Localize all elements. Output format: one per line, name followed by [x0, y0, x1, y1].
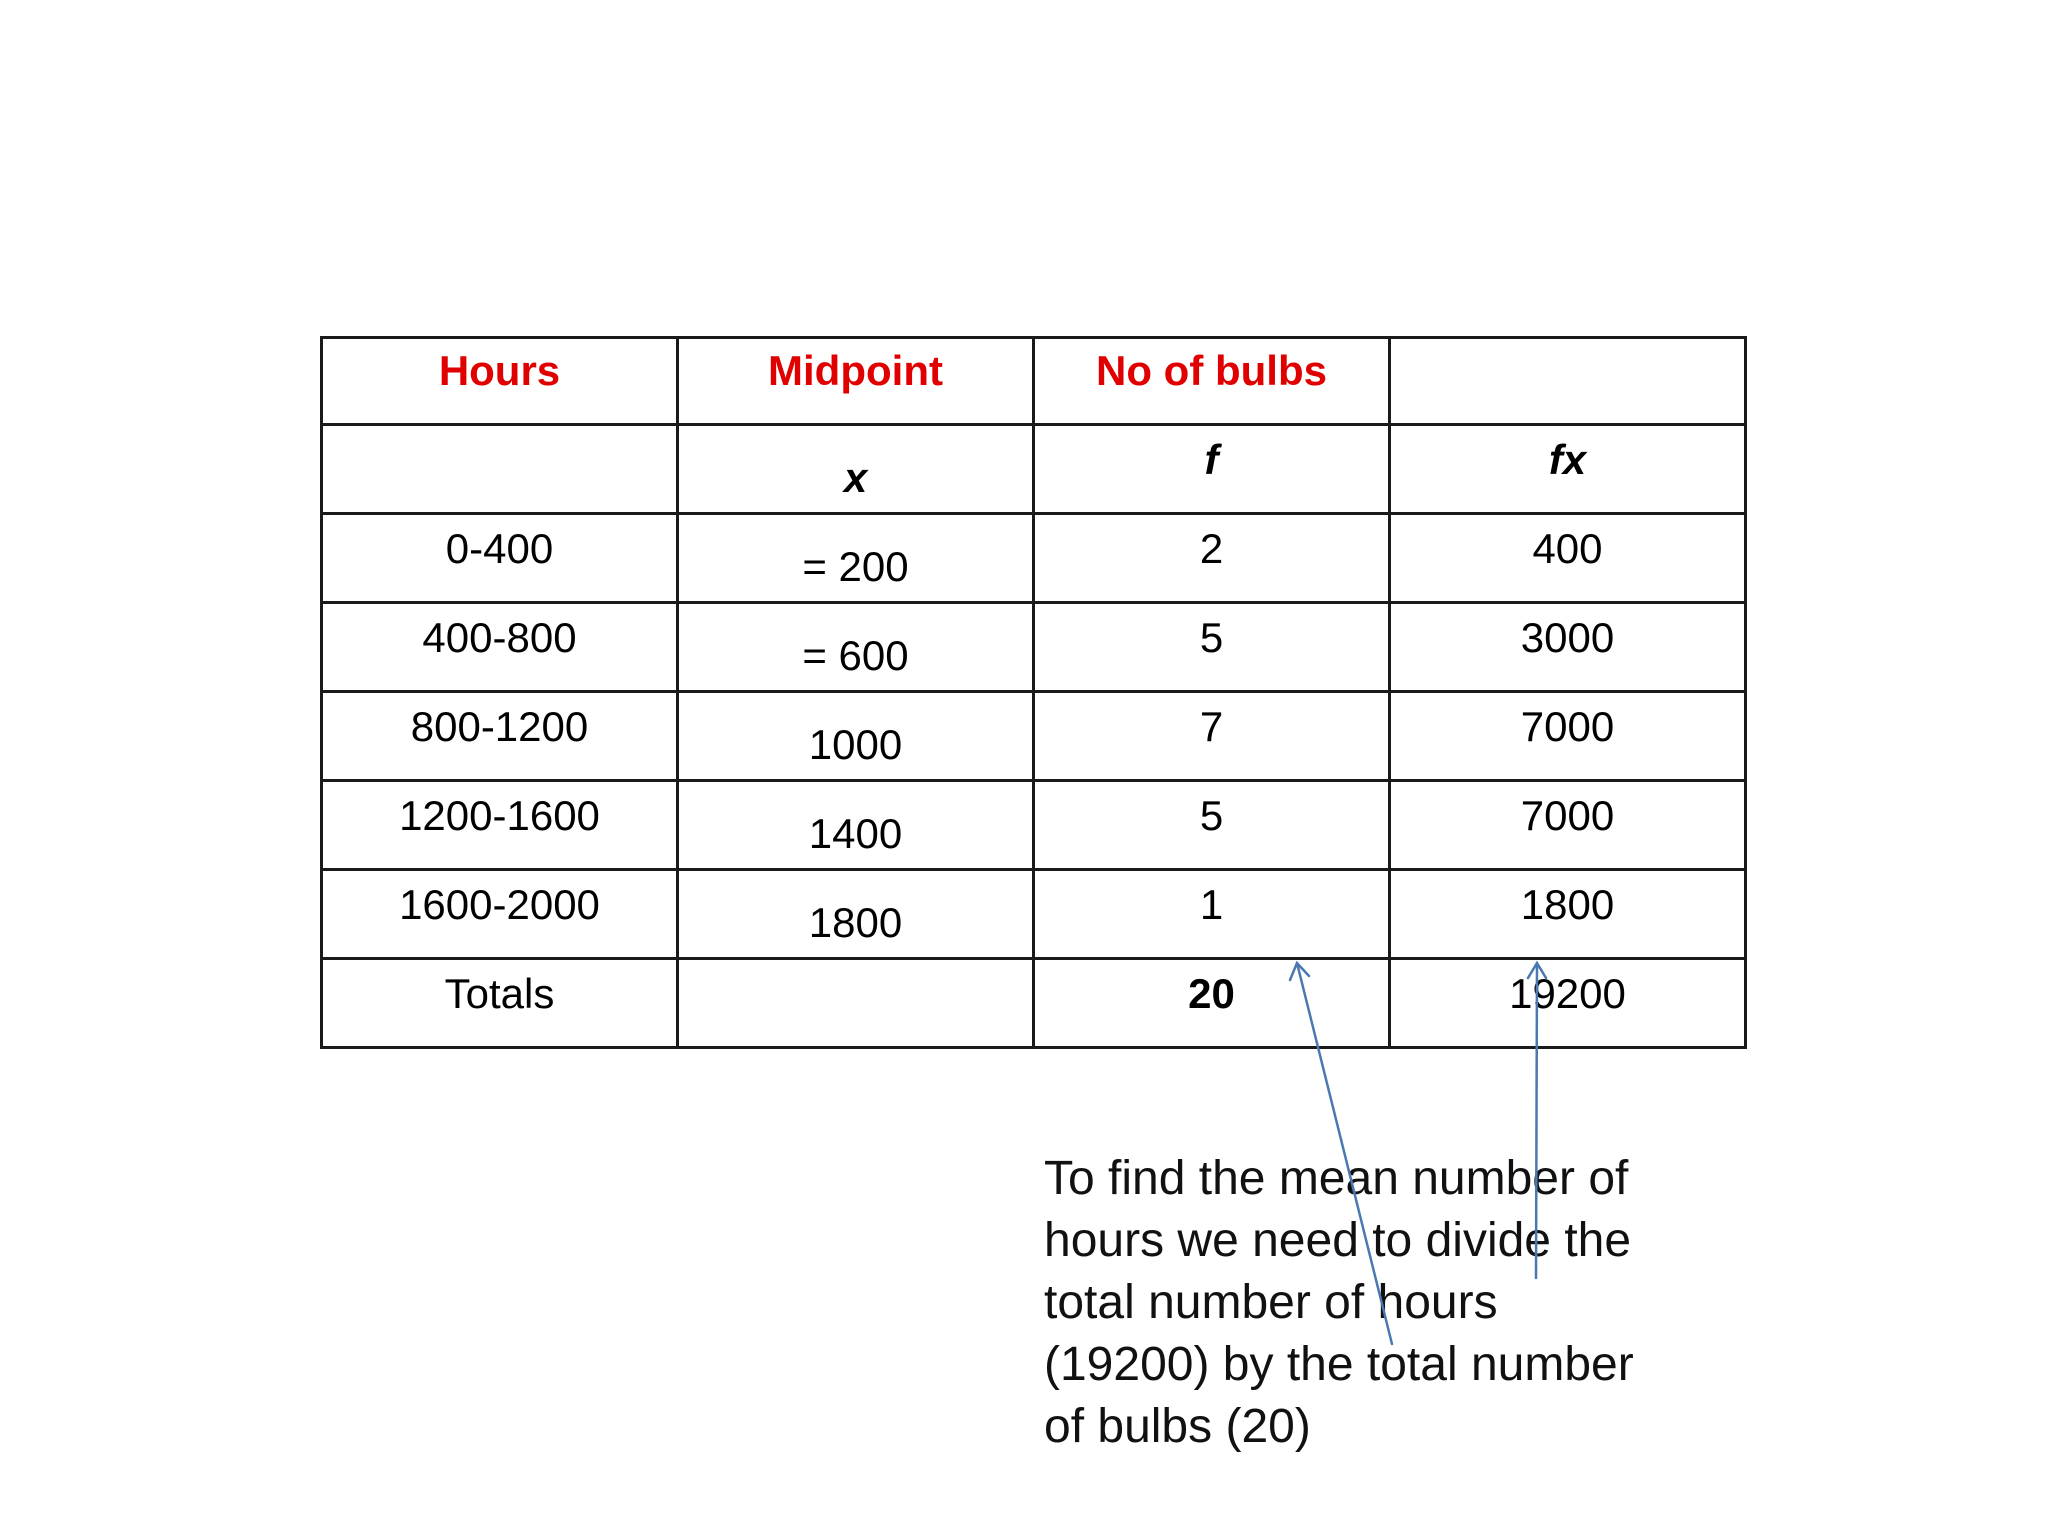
frequency-cell: 1	[1034, 870, 1390, 959]
totals-label: Totals	[322, 959, 678, 1048]
note-line: To find the mean number of	[1044, 1152, 1629, 1205]
header-hours: Hours	[322, 338, 678, 425]
hours-cell: 800-1200	[322, 692, 678, 781]
totals-midpoint-empty	[678, 959, 1034, 1048]
explanation-note	[1044, 1148, 1764, 1458]
total-frequency: 20	[1034, 959, 1390, 1048]
table-row	[322, 692, 1746, 781]
header-empty	[1390, 338, 1746, 425]
table-row	[322, 781, 1746, 870]
header-row	[322, 338, 1746, 425]
frequency-cell: 2	[1034, 514, 1390, 603]
header-midpoint: Midpoint	[678, 338, 1034, 425]
fx-cell: 1800	[1390, 870, 1746, 959]
frequency-cell: 5	[1034, 603, 1390, 692]
frequency-cell: 7	[1034, 692, 1390, 781]
fx-cell: 7000	[1390, 692, 1746, 781]
midpoint-cell: 1800	[678, 870, 1034, 959]
note-line: hours we need to divide the	[1044, 1214, 1632, 1267]
totals-row	[322, 959, 1746, 1048]
hours-cell: 1200-1600	[322, 781, 678, 870]
table-row	[322, 514, 1746, 603]
hours-cell: 1600-2000	[322, 870, 678, 959]
frequency-table	[320, 336, 1747, 1049]
total-fx: 19200	[1390, 959, 1746, 1048]
table-row	[322, 603, 1746, 692]
midpoint-cell: = 600	[678, 603, 1034, 692]
note-line: total number of hours	[1044, 1276, 1498, 1329]
fx-cell: 400	[1390, 514, 1746, 603]
table-row	[322, 870, 1746, 959]
fx-cell: 7000	[1390, 781, 1746, 870]
midpoint-cell: 1400	[678, 781, 1034, 870]
symbol-x: x	[678, 425, 1034, 514]
note-line: (19200) by the total number	[1044, 1338, 1634, 1391]
frequency-cell: 5	[1034, 781, 1390, 870]
midpoint-cell: 1000	[678, 692, 1034, 781]
hours-cell: 0-400	[322, 514, 678, 603]
symbol-row	[322, 425, 1746, 514]
header-no-of-bulbs: No of bulbs	[1034, 338, 1390, 425]
hours-cell: 400-800	[322, 603, 678, 692]
note-line: of bulbs (20)	[1044, 1400, 1311, 1453]
fx-cell: 3000	[1390, 603, 1746, 692]
symbol-fx: fx	[1390, 425, 1746, 514]
midpoint-cell: = 200	[678, 514, 1034, 603]
symbol-empty	[322, 425, 678, 514]
symbol-f: f	[1034, 425, 1390, 514]
